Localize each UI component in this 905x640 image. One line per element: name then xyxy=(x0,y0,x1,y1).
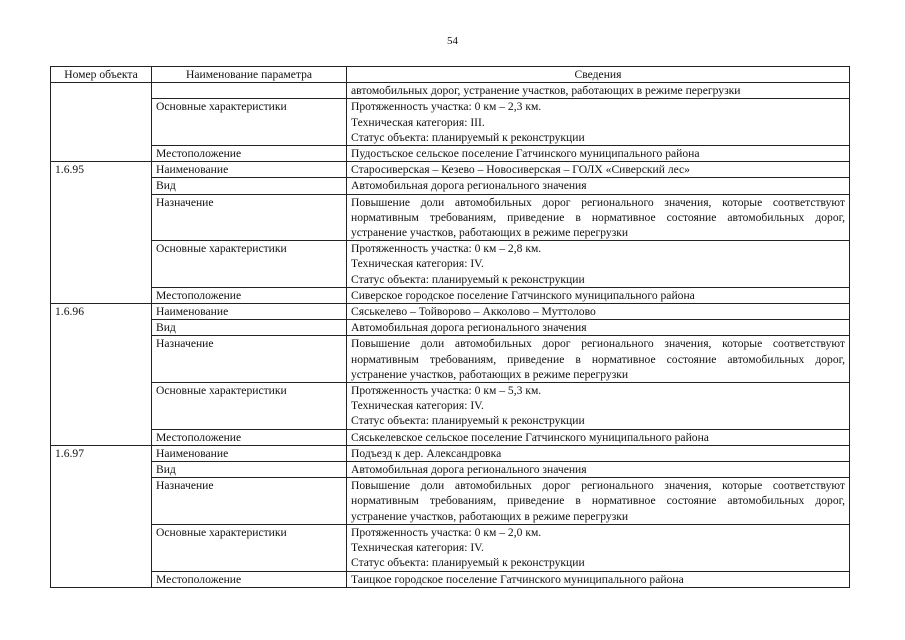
details-cell xyxy=(347,571,850,587)
details-cell xyxy=(347,304,850,320)
header-parameter-name: Наименование параметра xyxy=(152,67,347,83)
document-table xyxy=(50,66,850,588)
details-line: Статус объекта: планируемый к реконструкции xyxy=(351,272,585,286)
parameter-name-cell: Вид xyxy=(152,178,347,194)
page-number: 54 xyxy=(447,35,458,47)
table-row xyxy=(51,320,850,336)
table-row xyxy=(51,524,850,571)
details-cell xyxy=(347,429,850,445)
parameter-name-cell: Наименование xyxy=(152,445,347,461)
details-cell xyxy=(347,146,850,162)
details-line: Техническая категория: IV. xyxy=(351,257,484,271)
parameter-name-cell: Местоположение xyxy=(152,571,347,587)
object-number-cell: 1.6.97 xyxy=(51,445,152,587)
details-cell xyxy=(347,162,850,178)
details-line: Сяськелево – Тойворово – Акколово – Муттолово xyxy=(351,305,596,319)
parameter-name-cell: Местоположение xyxy=(152,429,347,445)
table-body xyxy=(51,83,850,588)
details-line: Сиверское городское поселение Гатчинского муниципального района xyxy=(351,288,695,302)
parameter-name-cell: Основные характеристики xyxy=(152,524,347,571)
details-line: Подъезд к дер. Александровка xyxy=(351,446,502,460)
table-row xyxy=(51,241,850,288)
object-number-cell xyxy=(51,83,152,162)
details-line: Протяженность участка: 0 км – 5,3 км. xyxy=(351,384,542,398)
table-row xyxy=(51,462,850,478)
details-cell xyxy=(347,462,850,478)
parameter-name-cell: Вид xyxy=(152,462,347,478)
details-line: Протяженность участка: 0 км – 2,0 км. xyxy=(351,525,542,539)
details-line: Техническая категория: IV. xyxy=(351,541,484,555)
parameter-name-cell: Назначение xyxy=(152,478,347,525)
details-cell xyxy=(347,445,850,461)
table-row xyxy=(51,162,850,178)
parameter-name-cell: Местоположение xyxy=(152,146,347,162)
details-cell xyxy=(347,524,850,571)
header-object-number: Номер объекта xyxy=(51,67,152,83)
parameter-name-cell: Назначение xyxy=(152,194,347,241)
table-row xyxy=(51,178,850,194)
details-line: Сяськелевское сельское поселение Гатчинского муниципального района xyxy=(351,430,709,444)
details-text: Повышение доли автомобильных дорог регионального значения, которые соответствуют нормативным требованиям, приведение в нормативное состояние автомобильных дорог, устранение участков, работающих в режиме перегрузки xyxy=(351,479,845,523)
table-row xyxy=(51,287,850,303)
details-line: автомобильных дорог, устранение участков, работающих в режиме перегрузки xyxy=(351,84,741,98)
details-cell xyxy=(347,383,850,430)
details-cell xyxy=(347,287,850,303)
details-cell xyxy=(347,320,850,336)
parameter-name-cell: Наименование xyxy=(152,162,347,178)
details-cell xyxy=(347,99,850,146)
details-line: Протяженность участка: 0 км – 2,8 км. xyxy=(351,242,542,256)
table-row xyxy=(51,83,850,99)
parameter-name-cell: Назначение xyxy=(152,336,347,383)
table-row xyxy=(51,99,850,146)
details-text: Повышение доли автомобильных дорог регионального значения, которые соответствуют нормативным требованиям, приведение в нормативное состояние автомобильных дорог, устранение участков, работающих в режиме перегрузки xyxy=(351,195,845,240)
details-line: Статус объекта: планируемый к реконструкции xyxy=(351,556,585,570)
details-line: Пудостьское сельское поселение Гатчинского муниципального района xyxy=(351,147,700,161)
table-row xyxy=(51,383,850,430)
table-row xyxy=(51,146,850,162)
parameter-name-cell xyxy=(152,83,347,99)
details-line: Автомобильная дорога регионального значения xyxy=(351,321,587,335)
parameter-name-cell: Основные характеристики xyxy=(152,99,347,146)
parameter-name-cell: Наименование xyxy=(152,304,347,320)
details-cell xyxy=(347,83,850,99)
details-cell xyxy=(347,194,850,241)
table-row xyxy=(51,194,850,241)
table-row xyxy=(51,304,850,320)
header-details: Сведения xyxy=(347,67,850,83)
details-line: Таицкое городское поселение Гатчинского муниципального района xyxy=(351,572,684,586)
details-line: Старосиверская – Кезево – Новосиверская – ГОЛХ «Сиверский лес» xyxy=(351,163,690,177)
parameter-name-cell: Основные характеристики xyxy=(152,241,347,288)
parameter-name-cell: Местоположение xyxy=(152,287,347,303)
table-row xyxy=(51,478,850,525)
details-line: Протяженность участка: 0 км – 2,3 км. xyxy=(351,100,542,114)
details-line: Техническая категория: III. xyxy=(351,115,485,129)
details-line: Автомобильная дорога регионального значения xyxy=(351,463,587,477)
details-line: Автомобильная дорога регионального значения xyxy=(351,179,587,193)
details-line: Статус объекта: планируемый к реконструкции xyxy=(351,414,585,428)
details-cell xyxy=(347,241,850,288)
details-cell xyxy=(347,178,850,194)
table-header-row xyxy=(51,67,850,83)
parameter-name-cell: Основные характеристики xyxy=(152,383,347,430)
object-number-cell: 1.6.95 xyxy=(51,162,152,304)
parameter-name-cell: Вид xyxy=(152,320,347,336)
details-cell xyxy=(347,336,850,383)
details-line: Статус объекта: планируемый к реконструкции xyxy=(351,130,585,144)
details-cell xyxy=(347,478,850,525)
object-number-cell: 1.6.96 xyxy=(51,304,152,446)
table-row xyxy=(51,445,850,461)
details-text: Повышение доли автомобильных дорог регионального значения, которые соответствуют нормативным требованиям, приведение в нормативное состояние автомобильных дорог, устранение участков, работающих в режиме перегрузки xyxy=(351,337,845,381)
table-row xyxy=(51,571,850,587)
table-row xyxy=(51,336,850,383)
details-line: Техническая категория: IV. xyxy=(351,399,484,413)
table-row xyxy=(51,429,850,445)
